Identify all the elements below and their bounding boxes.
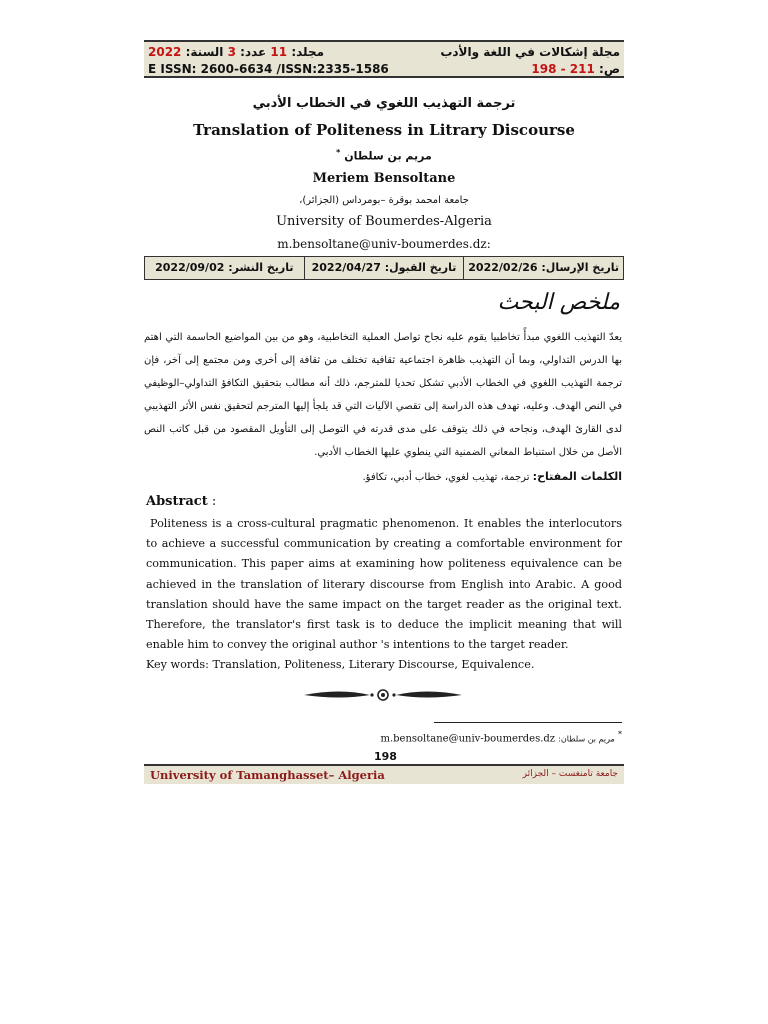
english-abstract-body: Politeness is a cross-cultural pragmatic phenomenon. It enables the interlocutors to achieve a successful communication by creating a comfortable environment for communication. This paper aims at examining how politeness equivalence can be achieved in the translation of literary discourse from English into Arabic. A good translation should have the same impact on the target reader as the original text. Therefore, the translator's first task is to deduce the implicit meaning that will enable him to convey the original author 's intentions to the target reader. (146, 517, 622, 652)
title-arabic: ترجمة التهذيب اللغوي في الخطاب الأدبي (252, 96, 516, 111)
date-sent: تاريخ الإرسال: 2022/02/26 (463, 257, 623, 279)
abstract-heading-colon: : (207, 494, 217, 509)
abstract-heading (146, 494, 216, 509)
footer-university-english: University of Tamanghasset– Algeria (150, 768, 385, 782)
issue-label: عدد: (240, 45, 267, 59)
author-arabic (144, 148, 624, 163)
volume-label: مجلد: (291, 45, 325, 59)
title-english: Translation of Politeness in Litrary Discourse (193, 121, 575, 139)
year-number: 2022 (148, 45, 182, 59)
arabic-abstract-heading: ملخص البحث (497, 290, 620, 315)
dates-box (144, 256, 624, 280)
journal-footer (144, 764, 624, 784)
english-abstract (146, 514, 622, 676)
footnote (360, 730, 622, 744)
author-arabic-name: مريم بن سلطان (344, 149, 432, 163)
ornament-divider (300, 686, 466, 704)
footnote-mark: * (618, 730, 622, 739)
page-range (531, 62, 620, 76)
date-accepted: تاريخ القبول: 2022/04/27 (304, 257, 464, 279)
issue-number: 3 (227, 45, 236, 59)
page-number: 198 (374, 750, 397, 763)
footer-university-arabic: جامعة تامنغست – الجزائر (522, 769, 618, 779)
date-published: تاريخ النشر: 2022/09/02 (155, 261, 294, 274)
footnote-email[interactable]: m.bensoltane@univ-boumerdes.dz (380, 733, 556, 745)
university-arabic: جامعة امحمد بوقرة –بومرداس (الجزائر)، (299, 195, 469, 206)
university-english: University of Boumerdes-Algeria (276, 214, 492, 229)
author-english: Meriem Bensoltane (312, 171, 456, 186)
footnote-author: مريم بن سلطان: (558, 734, 615, 744)
abstract-heading-text: Abstract (146, 494, 208, 509)
volume-issue-year (148, 45, 324, 59)
arabic-abstract: يعدّ التهذيب اللغوي مبدأً تخاطبيا يقوم عليه نجاح تواصل العملية التخاطبية، وهو من بين المواضيع الحاسمة التي اهتم بها الدرس التداولي، وبما أن التهذيب ظاهرة اجتماعية ثقافية تختلف من ثقافة إلى أخرى ومن مجتمع إلى آخر، فإن ترجمة التهذيب اللغوي في الخطاب الأدبي تشكل تحديا للمترجم، ذلك أنه مطالب بتحقيق التكافؤ التداولي–الوظيفي في النص الهدف. وعليه، تهدف هذه الدراسة إلى تقصي الآليات التي قد يلجأ إليها المترجم لتحقيق نفس الأثر التهذيبي لدى القارئ الهدف، ونجاحه في ذلك يتوقف على مدى قدرته في التوصل إلى التأويل المقصود من قبل كاتب النص الأصل من خلال استنباط المعاني الضمنية التي ينطوي عليها الخطاب الأدبي. (144, 332, 622, 458)
journal-header (144, 40, 624, 78)
page-range-label: ص: (599, 62, 620, 76)
arabic-keywords-label: الكلمات المفتاح: (532, 470, 622, 483)
issn: E ISSN: 2600-6634 /ISSN:2335-1586 (148, 62, 389, 76)
footnote-separator (434, 722, 622, 723)
arabic-keywords-list: ترجمة، تهذيب لغوي، خطاب أدبي، تكافؤ. (362, 472, 530, 483)
english-keywords: Key words: Translation, Politeness, Literary Discourse, Equivalence. (146, 658, 535, 672)
page-range-value: 198 - 211 (531, 62, 595, 76)
year-label: السنة: (185, 45, 224, 59)
author-footnote-mark: * (336, 148, 341, 157)
journal-name: مجلة إشكالات في اللغة والأدب (440, 45, 620, 59)
author-email[interactable]: m.bensoltane@univ-boumerdes.dz: (277, 237, 491, 251)
arabic-keywords (144, 470, 622, 483)
volume-number: 11 (270, 45, 288, 59)
